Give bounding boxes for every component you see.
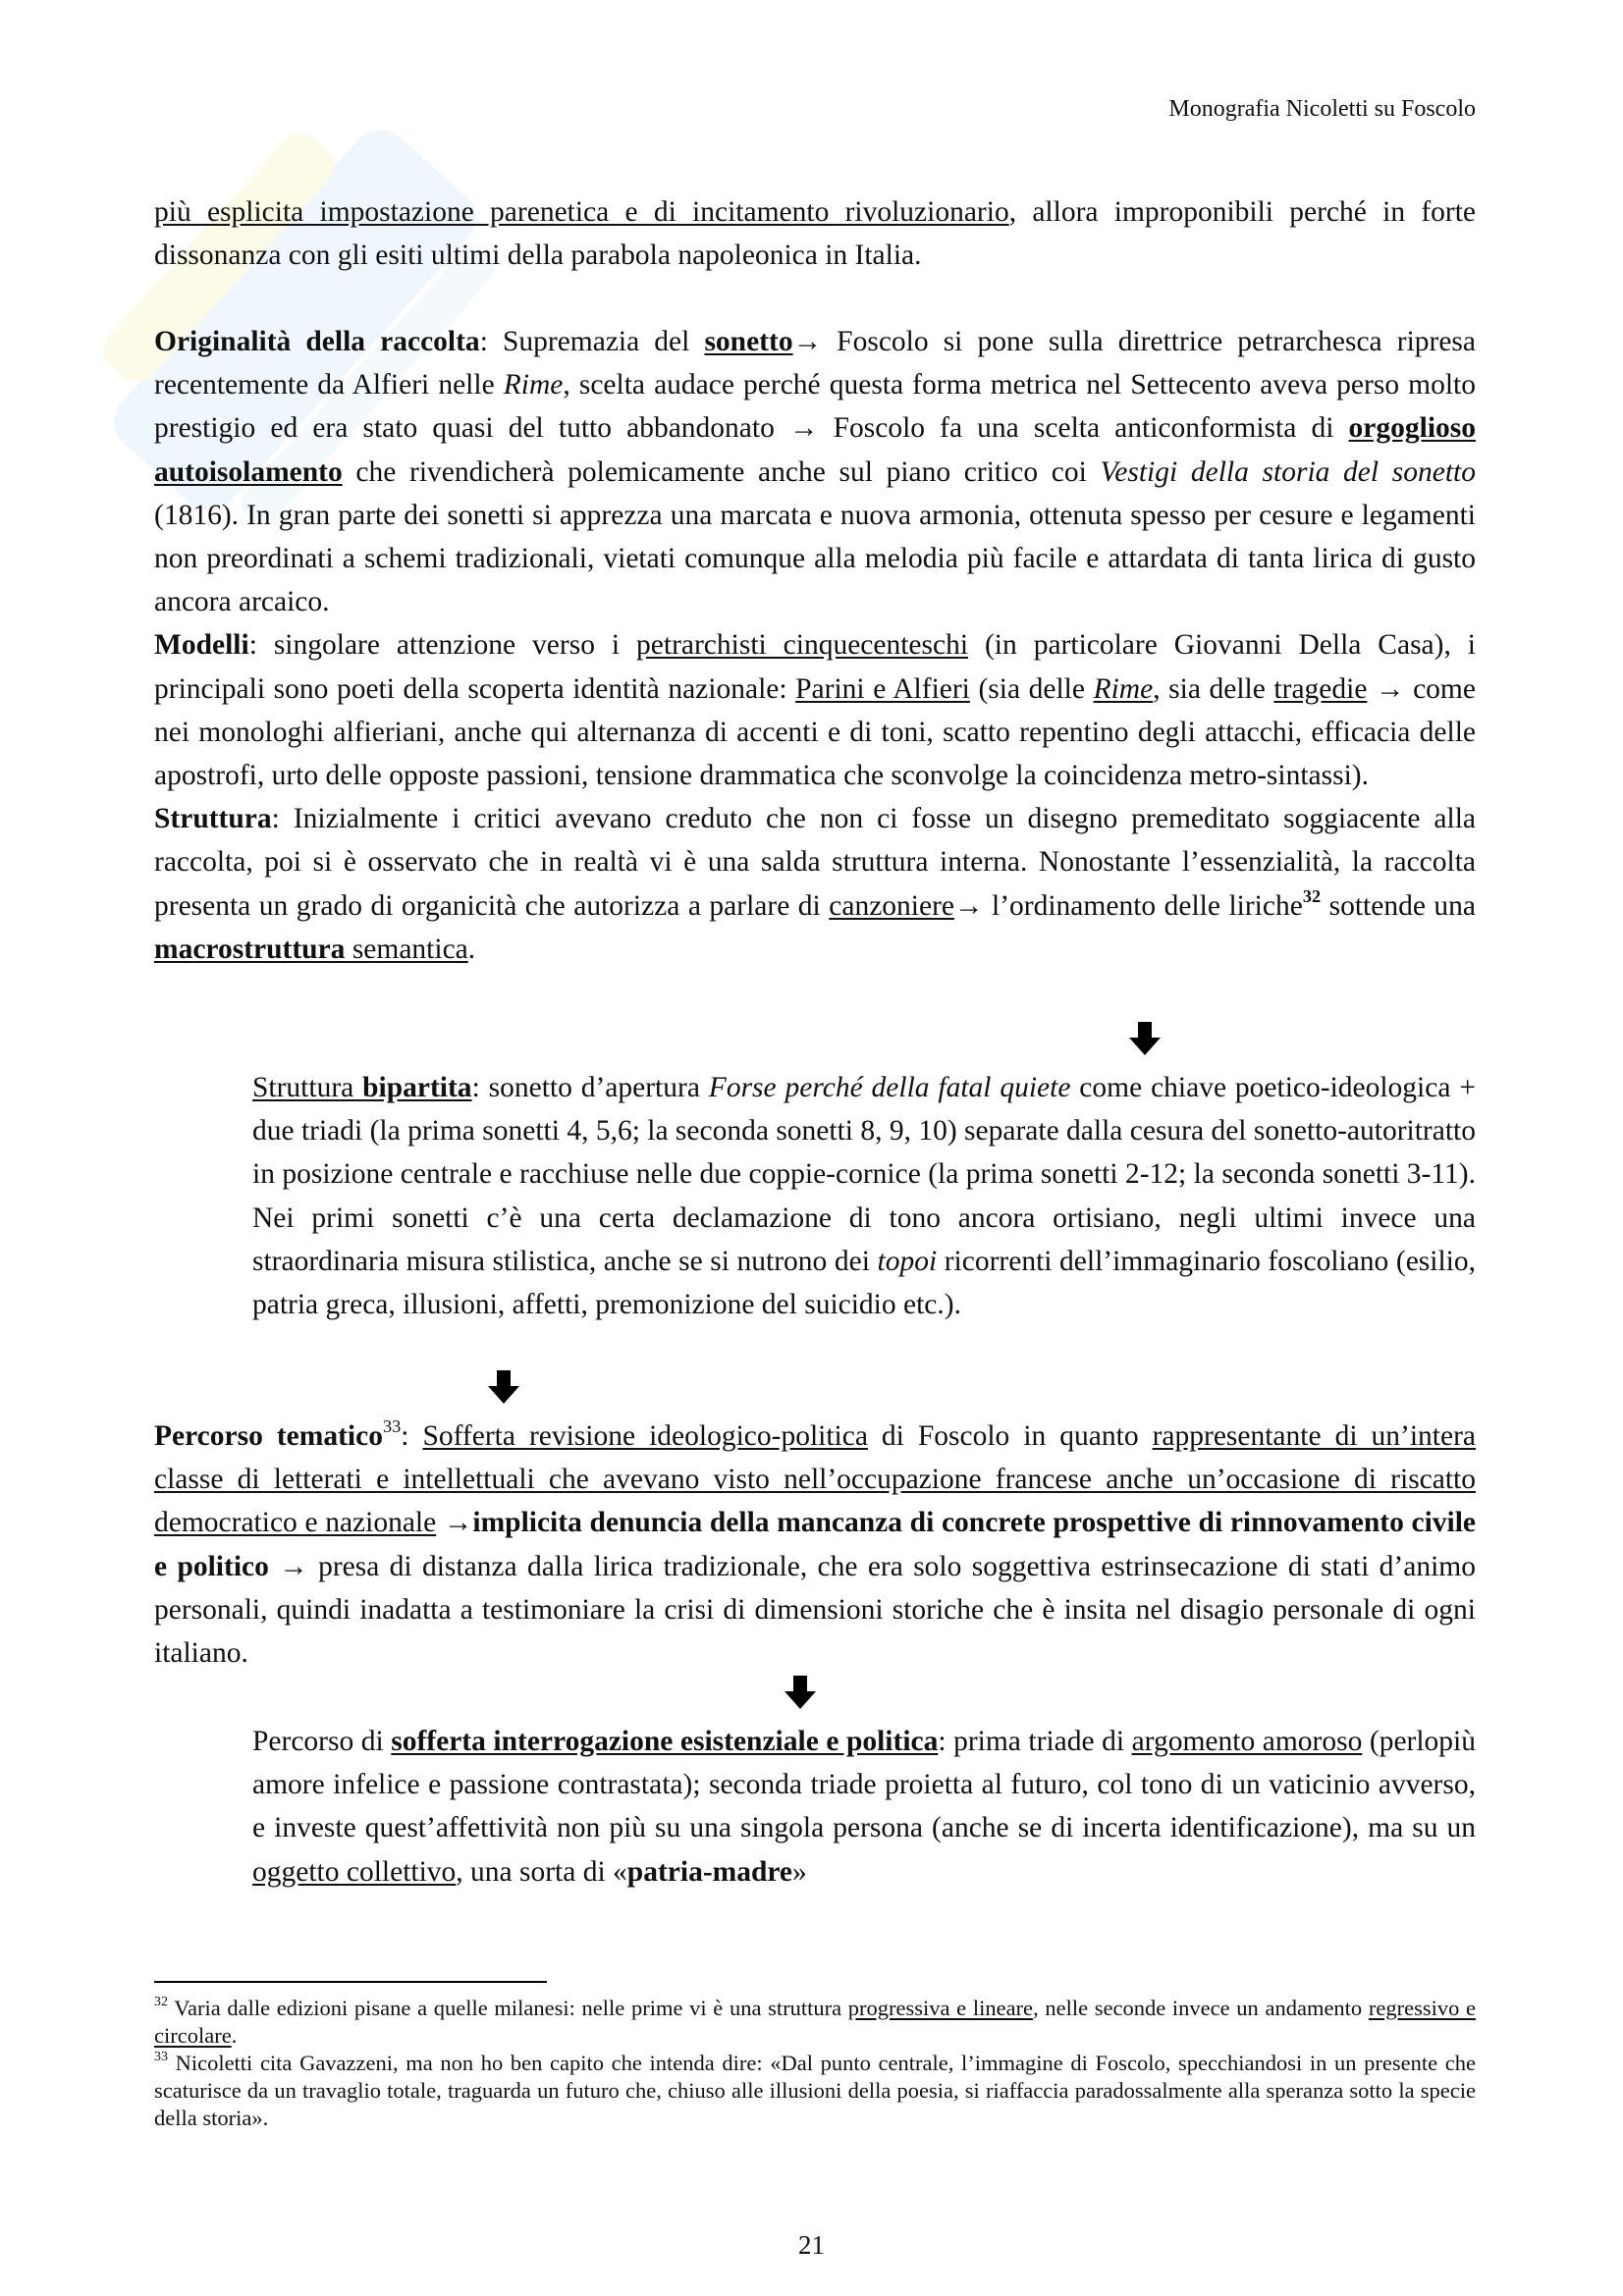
paragraph-originalita: Originalità della raccolta: Supremazia del sonetto→ Foscolo si pone sulla direttrice petrarchesca ripresa recentemente da Alfieri nelle Rime, scelta audace perché questa forma metrica nel Settecento aveva perso molto prestigio ed era stato quasi del tutto abbandonato → Foscolo fa una scelta anticonformista di orgoglioso autoisolamento che rivendicherà polemicamente anche sul piano critico coi Vestigi della storia del sonetto (1816). In gran parte dei sonetti si apprezza una marcata e nuova armonia, ottenuta spesso per cesure e legamenti non preordinati a schemi tradizionali, vietati comunque alla melodia più facile e attardata di tanta lirica di gusto ancora arcaico. Modelli: singolare attenzione verso i petrarchisti cinquecenteschi (in particolare Giovanni Della Casa), i principali sono poeti della scoperta identità nazionale: Parini e Alfieri (sia delle Rime, sia delle tragedie → come nei monologhi alfieriani, anche qui alternanza di accenti e di toni, scatto repentino degli attacchi, efficacia delle apostrofi, urto delle opposte passioni, tensione drammatica che sconvolge la coincidenza metro-sintassi). Struttura: Inizialmente i critici avevano creduto che non ci fosse un disegno premeditato soggiacente alla raccolta, poi si è osservato che in realtà vi è una salda struttura interna. Nonostante l’essenzialità, la raccolta presenta un grado di organicità che autorizza a parlare di canzoniere→ l’ordinamento delle liriche$^{32}$ sottende una macrostruttura semantica. [154, 320, 1476, 971]
running-title: Monografia Nicoletti su Foscolo [1168, 96, 1476, 122]
paragraph-struttura: Struttura: Inizialmente i critici avevano creduto che non ci fosse un disegno premeditato soggiacente alla raccolta, poi si è osservato che in realtà vi è una salda struttura interna. Nonostante l’essenzialità, la raccolta presenta un grado di organicità che autorizza a parlare di canzoniere→ l’ordinamento delle liriche$^{32}$ sottende una macrostruttura semantica. [154, 803, 1477, 965]
footnote-33: $^{33}$ Nicoletti cita Gavazzeni, ma non ho ben capito che intenda dire: «Dal punto centrale, l’immagine di Foscolo, specchiandosi in un presente che scaturisce da un travaglio totale, traguarda un futuro che, chiuso alle illusioni della poesia, si riaffaccia paradossalmente alla speranza sotto la specie della storia». [154, 2049, 1476, 2130]
footnote-separator [154, 1981, 547, 1983]
paragraph-percorso-interrogazione: Percorso di sofferta interrogazione esistenziale e politica: prima triade di argomento amoroso (perlopiù amore infelice e passione contrastata); seconda triade proietta al futuro, col tono di un vaticinio avverso, e investe quest’affettività non più su una singola persona (anche se di incerta identificazione), ma su un oggetto collettivo, una sorta di «patria-madre» [252, 1726, 1477, 1888]
paragraph-struttura-bipartita: Struttura bipartita: sonetto d’apertura Forse perché della fatal quiete come chiave poetico-ideologica + due triadi (la prima sonetti 4, 5,6; la seconda sonetti 8, 9, 10) separate dalla cesura del sonetto-autoritratto in posizione centrale e racchiuse nelle due coppie-cornice (la prima sonetti 2-12; la seconda sonetti 3-11). Nei primi sonetti c’è una certa declamazione di tono ancora ortisiano, negli ultimi invece una straordinaria misura stilistica, anche se si nutrono dei topoi ricorrenti dell’immaginario foscoliano (esilio, patria greca, illusioni, affetti, premonizione del suicidio etc.). [252, 1072, 1476, 1321]
page-number: 21 [798, 2230, 825, 2260]
footnote-32: $^{32}$ Varia dalle edizioni pisane a quelle milanesi: nelle prime vi è una struttura progressiva e lineare, nelle seconde invece un andamento regressivo e circolare. [154, 1994, 1477, 2048]
paragraph-continuation: più esplicita impostazione parenetica e di incitamento rivoluzionario, allora improponibili perché in forte dissonanza con gli esiti ultimi della parabola napoleonica in Italia. [154, 196, 1477, 272]
paragraph-modelli: Modelli: singolare attenzione verso i petrarchisti cinquecenteschi (in particolare Giovanni Della Casa), i principali sono poeti della scoperta identità nazionale: Parini e Alfieri (sia delle Rime, sia delle tragedie → come nei monologhi alfieriani, anche qui alternanza di accenti e di toni, scatto repentino degli attacchi, efficacia delle apostrofi, urto delle opposte passioni, tensione drammatica che sconvolge la coincidenza metro-sintassi). [154, 629, 1476, 792]
footnotes [154, 1995, 1476, 2132]
paragraph-percorso-tematico: Percorso tematico$^{33}$: Sofferta revisione ideologico-politica di Foscolo in quanto rappresentante di un’intera classe di letterati e intellettuali che avevano visto nell’occupazione francese anche un’occasione di riscatto democratico e nazionale →implicita denuncia della mancanza di concrete prospettive di rinnovamento civile e politico → presa di distanza dalla lirica tradizionale, che era solo soggettiva estrinsecazione di stati d’animo personali, quindi inadatta a testimoniare la crisi di dimensioni storiche che è insita nel disagio personale di ogni italiano. [154, 1416, 1477, 1670]
